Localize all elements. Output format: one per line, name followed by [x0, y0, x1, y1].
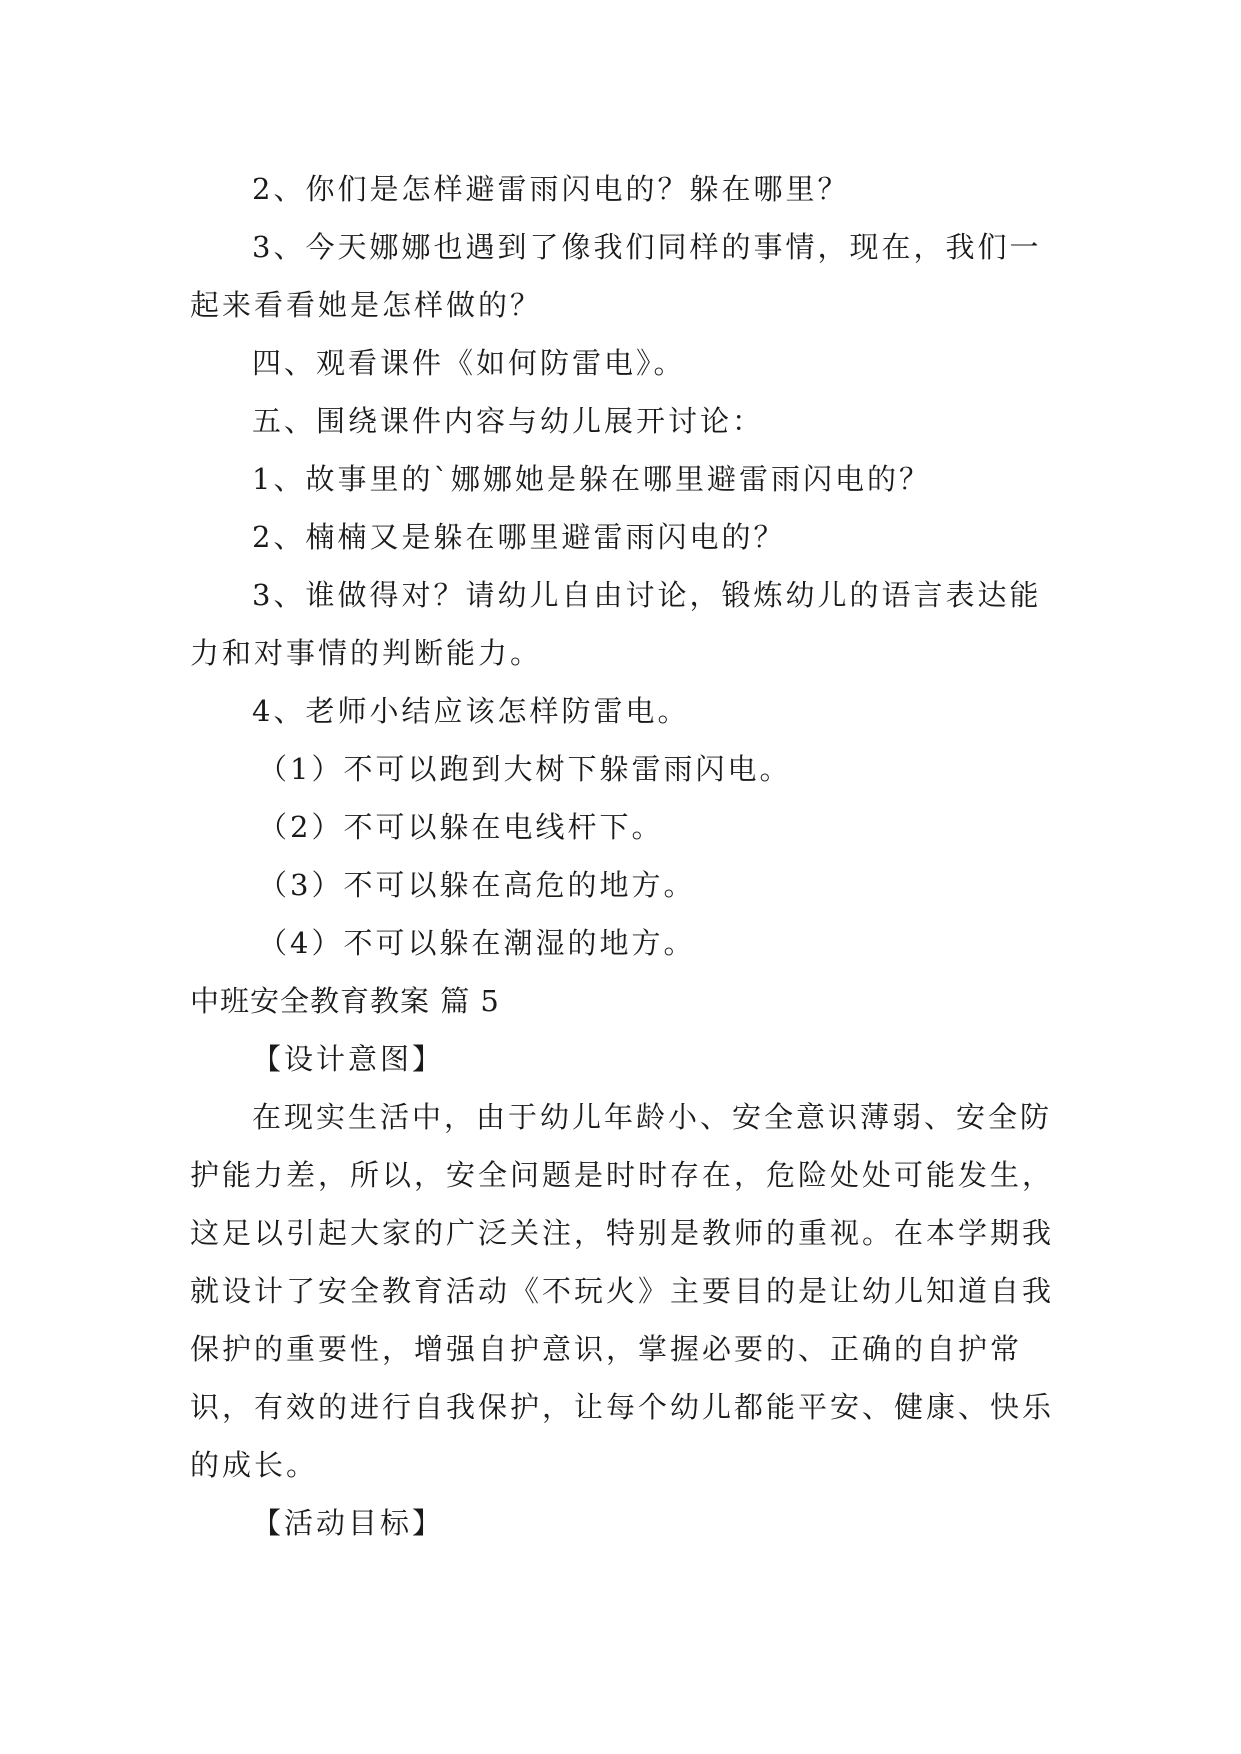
section-heading: 中班安全教育教案 篇 5: [190, 984, 500, 1018]
list-item-rule-2: （2）不可以躲在电线杆下。: [258, 810, 664, 844]
paragraph-design-intent: 在现实生活中，由于幼儿年龄小、安全意识薄弱、安全防护能力差，所以，安全问题是时时存在，危险处处可能发生，这足以引起大家的广泛关注，特别是教师的重视。在本学期我就设计了安全教育活动《不玩火》主要目的是让幼儿知道自我保护的重要性，增强自护意识，掌握必要的、正确的自护常识，有效的进行自我保护，让每个幼儿都能平安、健康、快乐的成长。: [190, 1100, 1055, 1482]
paragraph-step-4: 四、观看课件《如何防雷电》。: [252, 346, 686, 380]
subheading-activity-goals: 【活动目标】: [252, 1506, 445, 1540]
paragraph-discussion-2: 2、楠楠又是躲在哪里避雷雨闪电的？: [252, 520, 786, 554]
paragraph-discussion-1: 1、故事里的`娜娜她是躲在哪里避雷雨闪电的？: [252, 462, 931, 496]
paragraph-question-2: 2、你们是怎样避雷雨闪电的？躲在哪里？: [252, 172, 850, 206]
document-body: [190, 160, 1065, 1552]
list-item-rule-4: （4）不可以躲在潮湿的地方。: [258, 926, 696, 960]
list-item-rule-3: （3）不可以躲在高危的地方。: [258, 868, 696, 902]
list-item-rule-1: （1）不可以跑到大树下躲雷雨闪电。: [258, 752, 792, 786]
paragraph-step-5: 五、围绕课件内容与幼儿展开讨论：: [252, 404, 765, 438]
paragraph-discussion-3: 3、谁做得对？请幼儿自由讨论，锻炼幼儿的语言表达能力和对事情的判断能力。: [190, 578, 1042, 670]
subheading-design-intent: 【设计意图】: [252, 1042, 445, 1076]
paragraph-question-3: 3、今天娜娜也遇到了像我们同样的事情，现在，我们一起来看看她是怎样做的？: [190, 230, 1042, 322]
paragraph-discussion-4: 4、老师小结应该怎样防雷电。: [252, 694, 690, 728]
